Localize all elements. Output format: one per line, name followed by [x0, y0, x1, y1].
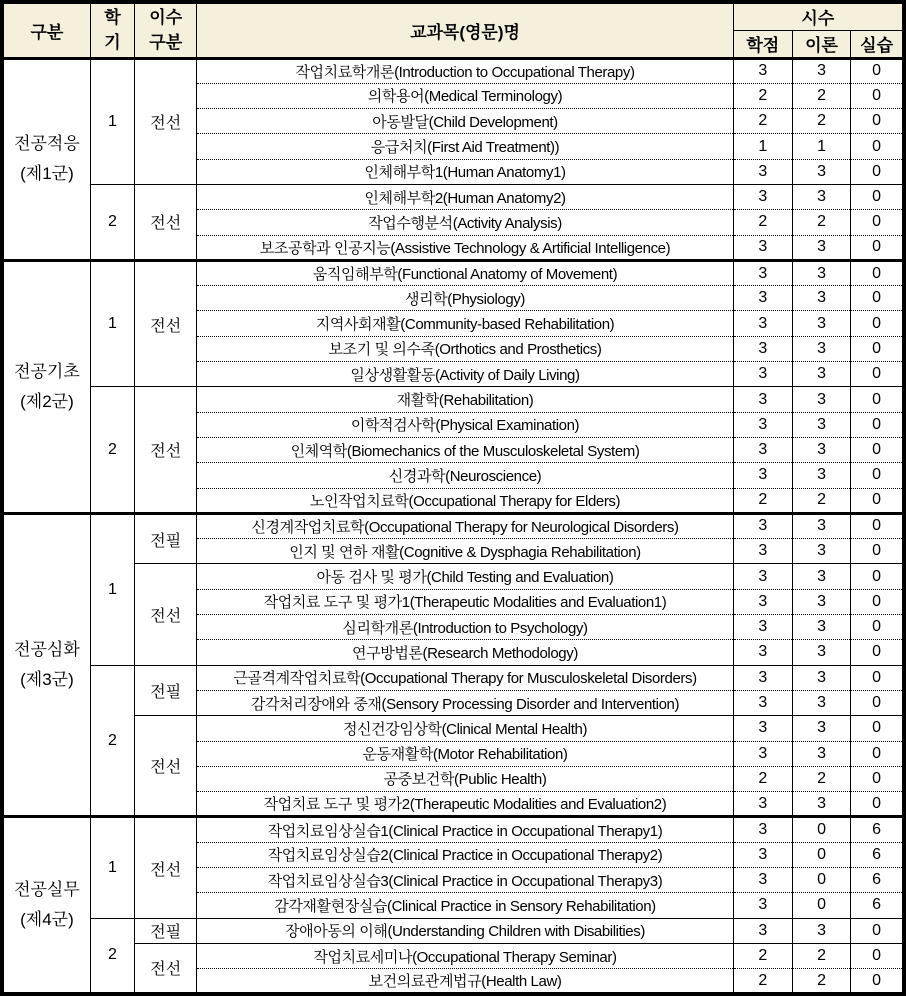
- theory-value: 1: [792, 134, 850, 159]
- practice-value: 0: [851, 488, 904, 513]
- theory-value: 0: [792, 842, 850, 867]
- header-theory: 이론: [792, 30, 850, 58]
- course-name: 재활학(Rehabilitation): [197, 387, 733, 412]
- course-row: [2, 58, 904, 83]
- header-course-type: 이수 구분: [135, 2, 197, 58]
- course-name: 지역사회재활(Community-based Rehabilitation): [197, 311, 733, 336]
- practice-value: 0: [851, 969, 904, 994]
- credit-value: 3: [733, 159, 792, 184]
- course-row: [2, 943, 904, 968]
- credit-value: 3: [733, 817, 792, 842]
- practice-value: 0: [851, 716, 904, 741]
- course-row: [2, 513, 904, 538]
- theory-value: 3: [792, 918, 850, 943]
- credit-value: 2: [733, 83, 792, 108]
- course-name: 연구방법론(Research Methodology): [197, 640, 733, 665]
- theory-value: 3: [792, 437, 850, 462]
- practice-value: 0: [851, 58, 904, 83]
- theory-value: 3: [792, 564, 850, 589]
- practice-value: 0: [851, 615, 904, 640]
- section-label: [2, 817, 90, 994]
- credit-value: 3: [733, 513, 792, 538]
- theory-value: 3: [792, 741, 850, 766]
- credit-value: 2: [733, 109, 792, 134]
- header-semester: 학 기: [90, 2, 134, 58]
- course-name: 운동재활학(Motor Rehabilitation): [197, 741, 733, 766]
- course-name: 장애아동의 이해(Understanding Children with Disabilities): [197, 918, 733, 943]
- course-name: 생리학(Physiology): [197, 286, 733, 311]
- header-category: 구분: [2, 2, 90, 58]
- theory-value: 2: [792, 488, 850, 513]
- section-group: (제4군): [20, 910, 74, 930]
- semester-label: 2: [90, 184, 134, 260]
- practice-value: 0: [851, 792, 904, 817]
- theory-value: 3: [792, 463, 850, 488]
- theory-value: 0: [792, 868, 850, 893]
- practice-value: 0: [851, 311, 904, 336]
- course-row: [2, 918, 904, 943]
- practice-value: 0: [851, 690, 904, 715]
- theory-value: 3: [792, 792, 850, 817]
- credit-value: 3: [733, 184, 792, 209]
- theory-value: 2: [792, 210, 850, 235]
- credit-value: 3: [733, 741, 792, 766]
- course-name: 보건의료관계법규(Health Law): [197, 969, 733, 994]
- course-name: 신경계작업치료학(Occupational Therapy for Neurological Disorders): [197, 513, 733, 538]
- credit-value: 3: [733, 868, 792, 893]
- course-name: 감각처리장애와 중재(Sensory Processing Disorder and Intervention): [197, 690, 733, 715]
- section-name: 전공실무: [14, 880, 80, 900]
- section-group: (제3군): [20, 670, 74, 690]
- course-row: [2, 817, 904, 842]
- course-name: 이학적검사학(Physical Examination): [197, 412, 733, 437]
- practice-value: 0: [851, 387, 904, 412]
- credit-value: 3: [733, 311, 792, 336]
- course-name: 작업치료임상실습2(Clinical Practice in Occupational Therapy2): [197, 842, 733, 867]
- course-row: [2, 716, 904, 741]
- practice-value: 6: [851, 842, 904, 867]
- course-name: 아동발달(Child Development): [197, 109, 733, 134]
- practice-value: 0: [851, 513, 904, 538]
- course-type-label: 전선: [135, 58, 197, 184]
- course-row: [2, 564, 904, 589]
- credit-value: 1: [733, 134, 792, 159]
- theory-value: 3: [792, 589, 850, 614]
- credit-value: 3: [733, 589, 792, 614]
- theory-value: 3: [792, 640, 850, 665]
- practice-value: 0: [851, 336, 904, 361]
- course-name: 아동 검사 및 평가(Child Testing and Evaluation): [197, 564, 733, 589]
- credit-value: 3: [733, 665, 792, 690]
- practice-value: 0: [851, 109, 904, 134]
- practice-value: 6: [851, 868, 904, 893]
- course-name: 보조공학과 인공지능(Assistive Technology & Artificial Intelligence): [197, 235, 733, 260]
- course-type-label: 전필: [135, 665, 197, 716]
- section-group: (제1군): [20, 164, 74, 184]
- credit-value: 3: [733, 235, 792, 260]
- credit-value: 3: [733, 640, 792, 665]
- course-name: 작업치료세미나(Occupational Therapy Seminar): [197, 943, 733, 968]
- credit-value: 3: [733, 412, 792, 437]
- credit-value: 3: [733, 286, 792, 311]
- section-label: [2, 260, 90, 513]
- course-name: 감각재활현장실습(Clinical Practice in Sensory Rehabilitation): [197, 893, 733, 918]
- theory-value: 3: [792, 184, 850, 209]
- practice-value: 0: [851, 640, 904, 665]
- credit-value: 2: [733, 943, 792, 968]
- course-name: 작업치료 도구 및 평가1(Therapeutic Modalities and Evaluation1): [197, 589, 733, 614]
- section-name: 전공기초: [14, 362, 80, 382]
- course-name: 작업수행분석(Activity Analysis): [197, 210, 733, 235]
- course-type-label: 전선: [135, 387, 197, 513]
- credit-value: 3: [733, 336, 792, 361]
- section-group: (제2군): [20, 391, 74, 411]
- course-name: 근골격계작업치료학(Occupational Therapy for Musculoskeletal Disorders): [197, 665, 733, 690]
- header-course-name: 교과목(영문)명: [197, 2, 733, 58]
- course-row: [2, 387, 904, 412]
- theory-value: 3: [792, 513, 850, 538]
- semester-label: 1: [90, 513, 134, 665]
- course-name: 인체역학(Biomechanics of the Musculoskeletal System): [197, 437, 733, 462]
- table-header: [2, 2, 904, 58]
- theory-value: 0: [792, 817, 850, 842]
- course-name: 인체해부학1(Human Anatomy1): [197, 159, 733, 184]
- theory-value: 3: [792, 412, 850, 437]
- course-name: 작업치료임상실습1(Clinical Practice in Occupational Therapy1): [197, 817, 733, 842]
- semester-label: 2: [90, 665, 134, 817]
- course-type-label: 전선: [135, 260, 197, 386]
- credit-value: 3: [733, 842, 792, 867]
- course-name: 심리학개론(Introduction to Psychology): [197, 615, 733, 640]
- theory-value: 3: [792, 58, 850, 83]
- practice-value: 0: [851, 159, 904, 184]
- theory-value: 3: [792, 615, 850, 640]
- practice-value: 0: [851, 918, 904, 943]
- course-row: [2, 260, 904, 285]
- practice-value: 0: [851, 260, 904, 285]
- course-name: 정신건강임상학(Clinical Mental Health): [197, 716, 733, 741]
- practice-value: 0: [851, 766, 904, 791]
- practice-value: 0: [851, 83, 904, 108]
- course-type-label: 전선: [135, 184, 197, 260]
- course-type-label: 전선: [135, 817, 197, 918]
- credit-value: 3: [733, 437, 792, 462]
- practice-value: 0: [851, 943, 904, 968]
- course-name: 공중보건학(Public Health): [197, 766, 733, 791]
- credit-value: 2: [733, 210, 792, 235]
- theory-value: 3: [792, 539, 850, 564]
- course-name: 인체해부학2(Human Anatomy2): [197, 184, 733, 209]
- theory-value: 2: [792, 969, 850, 994]
- course-type-label: 전필: [135, 513, 197, 564]
- theory-value: 3: [792, 235, 850, 260]
- course-row: [2, 184, 904, 209]
- course-type-label: 전필: [135, 918, 197, 943]
- practice-value: 0: [851, 665, 904, 690]
- credit-value: 3: [733, 716, 792, 741]
- course-type-label: 전선: [135, 716, 197, 817]
- credit-value: 3: [733, 387, 792, 412]
- header-practice: 실습: [851, 30, 904, 58]
- course-name: 움직임해부학(Functional Anatomy of Movement): [197, 260, 733, 285]
- practice-value: 0: [851, 286, 904, 311]
- theory-value: 3: [792, 311, 850, 336]
- course-name: 작업치료학개론(Introduction to Occupational Therapy): [197, 58, 733, 83]
- course-name: 작업치료임상실습3(Clinical Practice in Occupational Therapy3): [197, 868, 733, 893]
- header-credit: 학점: [733, 30, 792, 58]
- course-name: 신경과학(Neuroscience): [197, 463, 733, 488]
- course-name: 인지 및 연하 재활(Cognitive & Dysphagia Rehabilitation): [197, 539, 733, 564]
- theory-value: 3: [792, 260, 850, 285]
- credit-value: 3: [733, 893, 792, 918]
- course-name: 노인작업치료학(Occupational Therapy for Elders): [197, 488, 733, 513]
- credit-value: 3: [733, 539, 792, 564]
- course-row: [2, 665, 904, 690]
- practice-value: 0: [851, 184, 904, 209]
- practice-value: 0: [851, 564, 904, 589]
- theory-value: 3: [792, 336, 850, 361]
- credit-value: 2: [733, 488, 792, 513]
- semester-label: 2: [90, 387, 134, 513]
- credit-value: 3: [733, 58, 792, 83]
- practice-value: 0: [851, 463, 904, 488]
- theory-value: 0: [792, 893, 850, 918]
- practice-value: 6: [851, 893, 904, 918]
- semester-label: 1: [90, 260, 134, 386]
- section-name: 전공적응: [14, 134, 80, 154]
- credit-value: 3: [733, 792, 792, 817]
- theory-value: 3: [792, 159, 850, 184]
- theory-value: 3: [792, 716, 850, 741]
- theory-value: 2: [792, 109, 850, 134]
- credit-value: 3: [733, 690, 792, 715]
- theory-value: 3: [792, 362, 850, 387]
- practice-value: 0: [851, 134, 904, 159]
- section-name: 전공심화: [14, 640, 80, 660]
- course-name: 작업치료 도구 및 평가2(Therapeutic Modalities and Evaluation2): [197, 792, 733, 817]
- credit-value: 3: [733, 260, 792, 285]
- theory-value: 2: [792, 766, 850, 791]
- course-name: 보조기 및 의수족(Orthotics and Prosthetics): [197, 336, 733, 361]
- course-name: 응급처치(First Aid Treatment)): [197, 134, 733, 159]
- theory-value: 2: [792, 943, 850, 968]
- credit-value: 2: [733, 766, 792, 791]
- course-table-body: [2, 58, 904, 994]
- practice-value: 0: [851, 589, 904, 614]
- credit-value: 3: [733, 615, 792, 640]
- theory-value: 2: [792, 83, 850, 108]
- course-name: 의학용어(Medical Terminology): [197, 83, 733, 108]
- theory-value: 3: [792, 665, 850, 690]
- practice-value: 0: [851, 412, 904, 437]
- credit-value: 3: [733, 362, 792, 387]
- theory-value: 3: [792, 387, 850, 412]
- practice-value: 6: [851, 817, 904, 842]
- semester-label: 1: [90, 817, 134, 918]
- theory-value: 3: [792, 690, 850, 715]
- course-type-label: 전선: [135, 564, 197, 665]
- section-label: [2, 58, 90, 260]
- credit-value: 3: [733, 463, 792, 488]
- course-type-label: 전선: [135, 943, 197, 994]
- header-hours: 시수: [733, 2, 904, 30]
- theory-value: 3: [792, 286, 850, 311]
- section-label: [2, 513, 90, 817]
- practice-value: 0: [851, 741, 904, 766]
- practice-value: 0: [851, 362, 904, 387]
- practice-value: 0: [851, 437, 904, 462]
- credit-value: 2: [733, 969, 792, 994]
- practice-value: 0: [851, 210, 904, 235]
- semester-label: 2: [90, 918, 134, 994]
- credit-value: 3: [733, 564, 792, 589]
- semester-label: 1: [90, 58, 134, 184]
- practice-value: 0: [851, 235, 904, 260]
- practice-value: 0: [851, 539, 904, 564]
- course-name: 일상생활활동(Activity of Daily Living): [197, 362, 733, 387]
- credit-value: 3: [733, 918, 792, 943]
